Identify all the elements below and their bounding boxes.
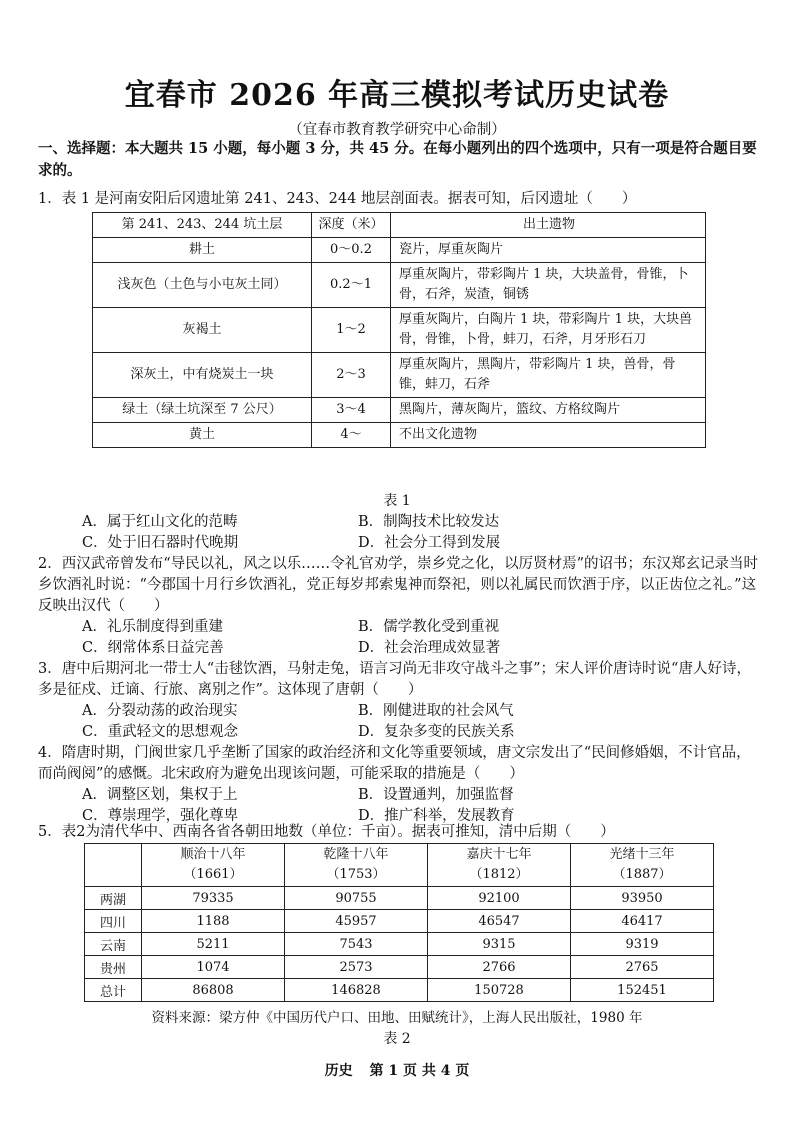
table-1-header-cell: 第 241、243、244 坑土层 <box>93 213 312 238</box>
table-cell: 黑陶片，薄灰陶片，篮纹、方格纹陶片 <box>391 398 706 423</box>
table-row <box>85 933 714 956</box>
table-cell: 不出文化遗物 <box>391 423 706 448</box>
option-d: D．推广科举，发展教育 <box>358 808 515 824</box>
table-cell: 瓷片，厚重灰陶片 <box>391 238 706 263</box>
table-cell: 绿土（绿土坑深至 7 公尺） <box>93 398 312 423</box>
table-row <box>85 956 714 979</box>
table-2 <box>84 843 714 1002</box>
table-cell: 9315 <box>428 933 571 956</box>
table-cell: 厚重灰陶片，黑陶片，带彩陶片 1 块，兽骨，骨锥，蚌刀，石斧 <box>391 353 706 398</box>
table-cell: 耕土 <box>93 238 312 263</box>
table-cell: 150728 <box>428 979 571 1002</box>
table-2-corner <box>85 844 142 887</box>
table-2-caption: 表 2 <box>383 1031 411 1047</box>
header-year: （1753） <box>326 867 386 882</box>
table-row-total <box>85 979 714 1002</box>
option-d: D．社会治理成效显著 <box>358 640 501 656</box>
header-reign: 嘉庆十七年 <box>466 847 532 862</box>
section-heading: 一、选择题：本大题共 15 小题，每小题 3 分，共 45 分。在每小题列出的四个选项中，只有一项是符合题目要求的。 <box>38 140 757 179</box>
option-d: D．社会分工得到发展 <box>358 535 501 551</box>
question-2-stem: 2．西汉武帝曾发布“导民以礼，风之以乐……令礼官劝学，崇乡党之化，以厉贤材焉”的诏书；东汉郑玄记录当时乡饮酒礼时说：“今郡国十月行乡饮酒礼，党正每岁邦索鬼神而祭祀，则以礼属民而饮酒于序，以正齿位之礼。”这反映出汉代（ ） <box>38 556 759 614</box>
table-row <box>85 910 714 933</box>
table-cell: 厚重灰陶片，带彩陶片 1 块，大块盖骨，骨锥，卜骨，石斧，炭渣，铜锈 <box>391 263 706 308</box>
table-2-header-cell <box>285 844 428 887</box>
table-2-header-cell <box>571 844 714 887</box>
header-year: （1887） <box>612 867 672 882</box>
table-row <box>93 238 706 263</box>
table-1-caption: 表 1 <box>383 493 411 509</box>
footer-page-number: 第 1 页 共 4 页 <box>369 1063 470 1079</box>
option-a: A．调整区划，集权于上 <box>82 787 238 803</box>
table-1-header-cell: 深度（米） <box>312 213 391 238</box>
option-a: A．分裂动荡的政治现实 <box>82 703 238 719</box>
row-label: 总计 <box>85 979 142 1002</box>
question-3-stem: 3．唐中后期河北一带士人“击毬饮酒，马射走兔，语言习尚无非攻守战斗之事”；宋人评价唐诗时说“唐人好诗，多是征戍、迁谪、行旅、离别之作”。这体现了唐朝（ ） <box>38 661 751 698</box>
table-cell: 4～ <box>312 423 391 448</box>
option-c: C．尊崇理学，强化尊卑 <box>82 808 239 824</box>
option-b: B．刚健进取的社会风气 <box>358 703 514 719</box>
header-reign: 光绪十三年 <box>609 847 675 862</box>
table-cell: 0～0.2 <box>312 238 391 263</box>
table-cell: 3～4 <box>312 398 391 423</box>
option-b: B．儒学教化受到重视 <box>358 619 500 635</box>
table-cell: 90755 <box>285 887 428 910</box>
header-year: （1661） <box>183 867 243 882</box>
table-1-header-cell: 出土遗物 <box>391 213 706 238</box>
header-year: （1812） <box>469 867 529 882</box>
table-cell: 黄土 <box>93 423 312 448</box>
table-cell: 92100 <box>428 887 571 910</box>
option-a: A．礼乐制度得到重建 <box>82 619 223 635</box>
page-title: 宜春市 2026 年高三模拟考试历史试卷 <box>124 78 670 113</box>
table-cell: 2766 <box>428 956 571 979</box>
option-d: D．复杂多变的民族关系 <box>358 724 515 740</box>
table-cell: 厚重灰陶片，白陶片 1 块，带彩陶片 1 块，大块兽骨，骨锥，卜骨，蚌刀，石斧，月牙形石刀 <box>391 308 706 353</box>
row-label: 贵州 <box>85 956 142 979</box>
table-cell: 93950 <box>571 887 714 910</box>
row-label: 云南 <box>85 933 142 956</box>
option-c: C．处于旧石器时代晚期 <box>82 535 239 551</box>
table-cell: 146828 <box>285 979 428 1002</box>
table-2-source: 资料来源：梁方仲《中国历代户口、田地、田赋统计》，上海人民出版社，1980 年 <box>151 1010 643 1026</box>
option-a: A．属于红山文化的范畴 <box>82 514 238 530</box>
table-row <box>85 887 714 910</box>
table-cell: 7543 <box>285 933 428 956</box>
table-2-header <box>85 844 714 887</box>
table-1 <box>92 212 706 448</box>
table-row <box>93 263 706 308</box>
page-footer <box>0 1060 794 1080</box>
table-cell: 2573 <box>285 956 428 979</box>
table-cell: 1～2 <box>312 308 391 353</box>
table-cell: 9319 <box>571 933 714 956</box>
option-b: B．制陶技术比较发达 <box>358 514 500 530</box>
footer-subject: 历史 <box>324 1063 353 1079</box>
table-cell: 2～3 <box>312 353 391 398</box>
table-2-header-cell <box>428 844 571 887</box>
table-row <box>93 398 706 423</box>
table-cell: 灰褐土 <box>93 308 312 353</box>
table-cell: 浅灰色（土色与小屯灰土同） <box>93 263 312 308</box>
question-5-stem: 5．表2为清代华中、西南各省各朝田地数（单位：千亩）。据表可推知，清中后期（ ） <box>38 824 615 840</box>
table-row <box>93 308 706 353</box>
option-c: C．纲常体系日益完善 <box>82 640 224 656</box>
table-cell: 5211 <box>142 933 285 956</box>
question-1-stem: 1．表 1 是河南安阳后冈遗址第 241、243、244 地层剖面表。据表可知，后冈遗址（ ） <box>38 191 637 207</box>
option-b: B．设置通判，加强监督 <box>358 787 514 803</box>
table-cell: 0.2～1 <box>312 263 391 308</box>
page-subtitle: （宜春市教育教学研究中心命制） <box>288 122 506 138</box>
table-cell: 79335 <box>142 887 285 910</box>
table-2-header-cell <box>142 844 285 887</box>
header-reign: 顺治十八年 <box>180 847 246 862</box>
option-c: C．重武轻文的思想观念 <box>82 724 239 740</box>
table-cell: 86808 <box>142 979 285 1002</box>
table-row <box>93 353 706 398</box>
table-cell: 2765 <box>571 956 714 979</box>
table-cell: 46547 <box>428 910 571 933</box>
question-4-stem: 4．隋唐时期，门阀世家几乎垄断了国家的政治经济和文化等重要领域，唐文宗发出了“民间修婚姻，不计官品，而尚阀阅”的感慨。北宋政府为避免出现该问题，可能采取的措施是（ ） <box>38 745 751 782</box>
table-cell: 45957 <box>285 910 428 933</box>
row-label: 两湖 <box>85 887 142 910</box>
table-cell: 46417 <box>571 910 714 933</box>
table-1-header <box>93 213 706 238</box>
header-reign: 乾隆十八年 <box>323 847 389 862</box>
table-row <box>93 423 706 448</box>
table-cell: 1188 <box>142 910 285 933</box>
table-cell: 1074 <box>142 956 285 979</box>
table-cell: 152451 <box>571 979 714 1002</box>
table-cell: 深灰土，中有烧炭土一块 <box>93 353 312 398</box>
row-label: 四川 <box>85 910 142 933</box>
